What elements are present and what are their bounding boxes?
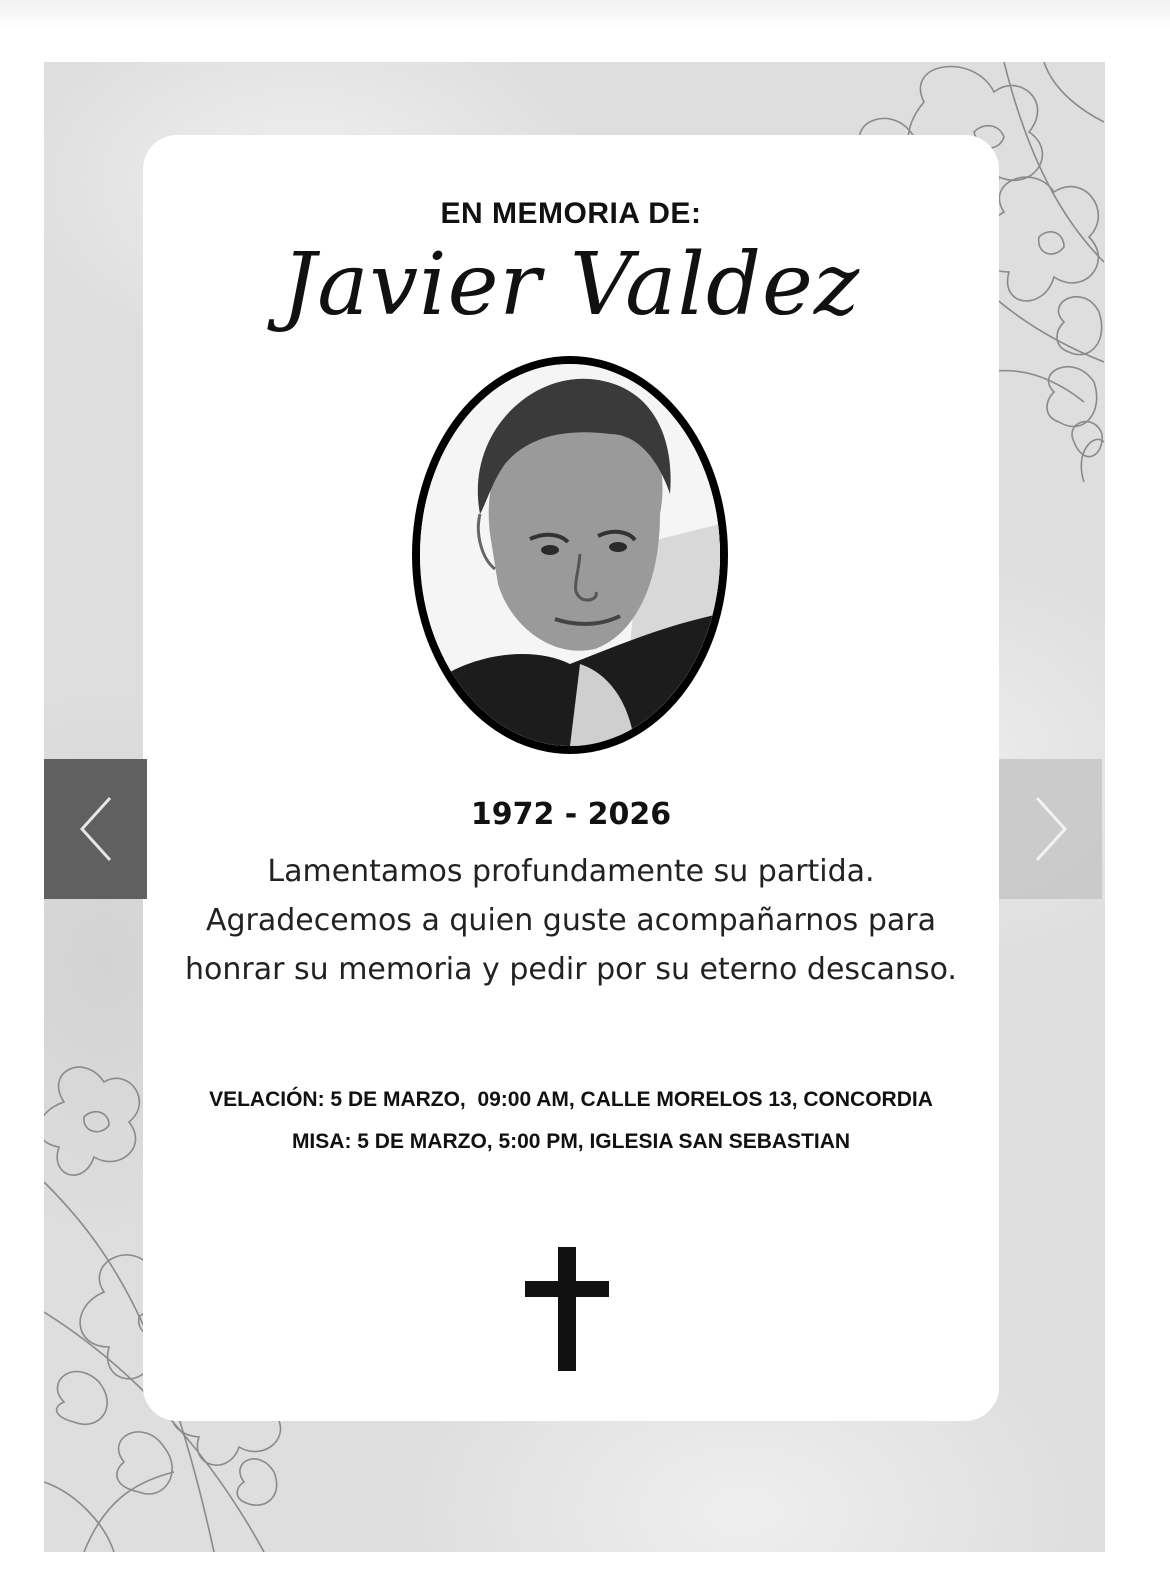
condolence-message: Lamentamos profundamente su partida. Agradecemos a quien guste acompañarnos para honrar su memoria y pedir por su eterno descanso. — [185, 854, 957, 987]
carousel-prev-button[interactable] — [44, 759, 147, 899]
deceased-name: Javier Valdez — [281, 235, 861, 335]
cross-icon — [525, 1247, 609, 1371]
carousel-slide — [44, 62, 1105, 1552]
portrait-photo — [420, 364, 720, 746]
chevron-left-icon — [76, 794, 116, 864]
mass-details: MISA: 5 DE MARZO, 5:00 PM, IGLESIA SAN SEBASTIAN — [291, 1130, 851, 1153]
life-years: 1972 - 2026 — [470, 797, 672, 832]
carousel-next-button[interactable] — [999, 759, 1102, 899]
top-bar — [0, 0, 1170, 30]
memorial-card — [143, 135, 999, 1421]
chevron-right-icon — [1031, 794, 1071, 864]
eyebrow-title: EN MEMORIA DE: — [440, 197, 702, 230]
cross-vertical-bar — [558, 1247, 576, 1371]
wake-details: VELACIÓN: 5 DE MARZO, 09:00 AM, CALLE MORELOS 13, CONCORDIA — [209, 1088, 933, 1111]
portrait-frame — [412, 356, 728, 754]
cross-horizontal-bar — [525, 1281, 609, 1297]
